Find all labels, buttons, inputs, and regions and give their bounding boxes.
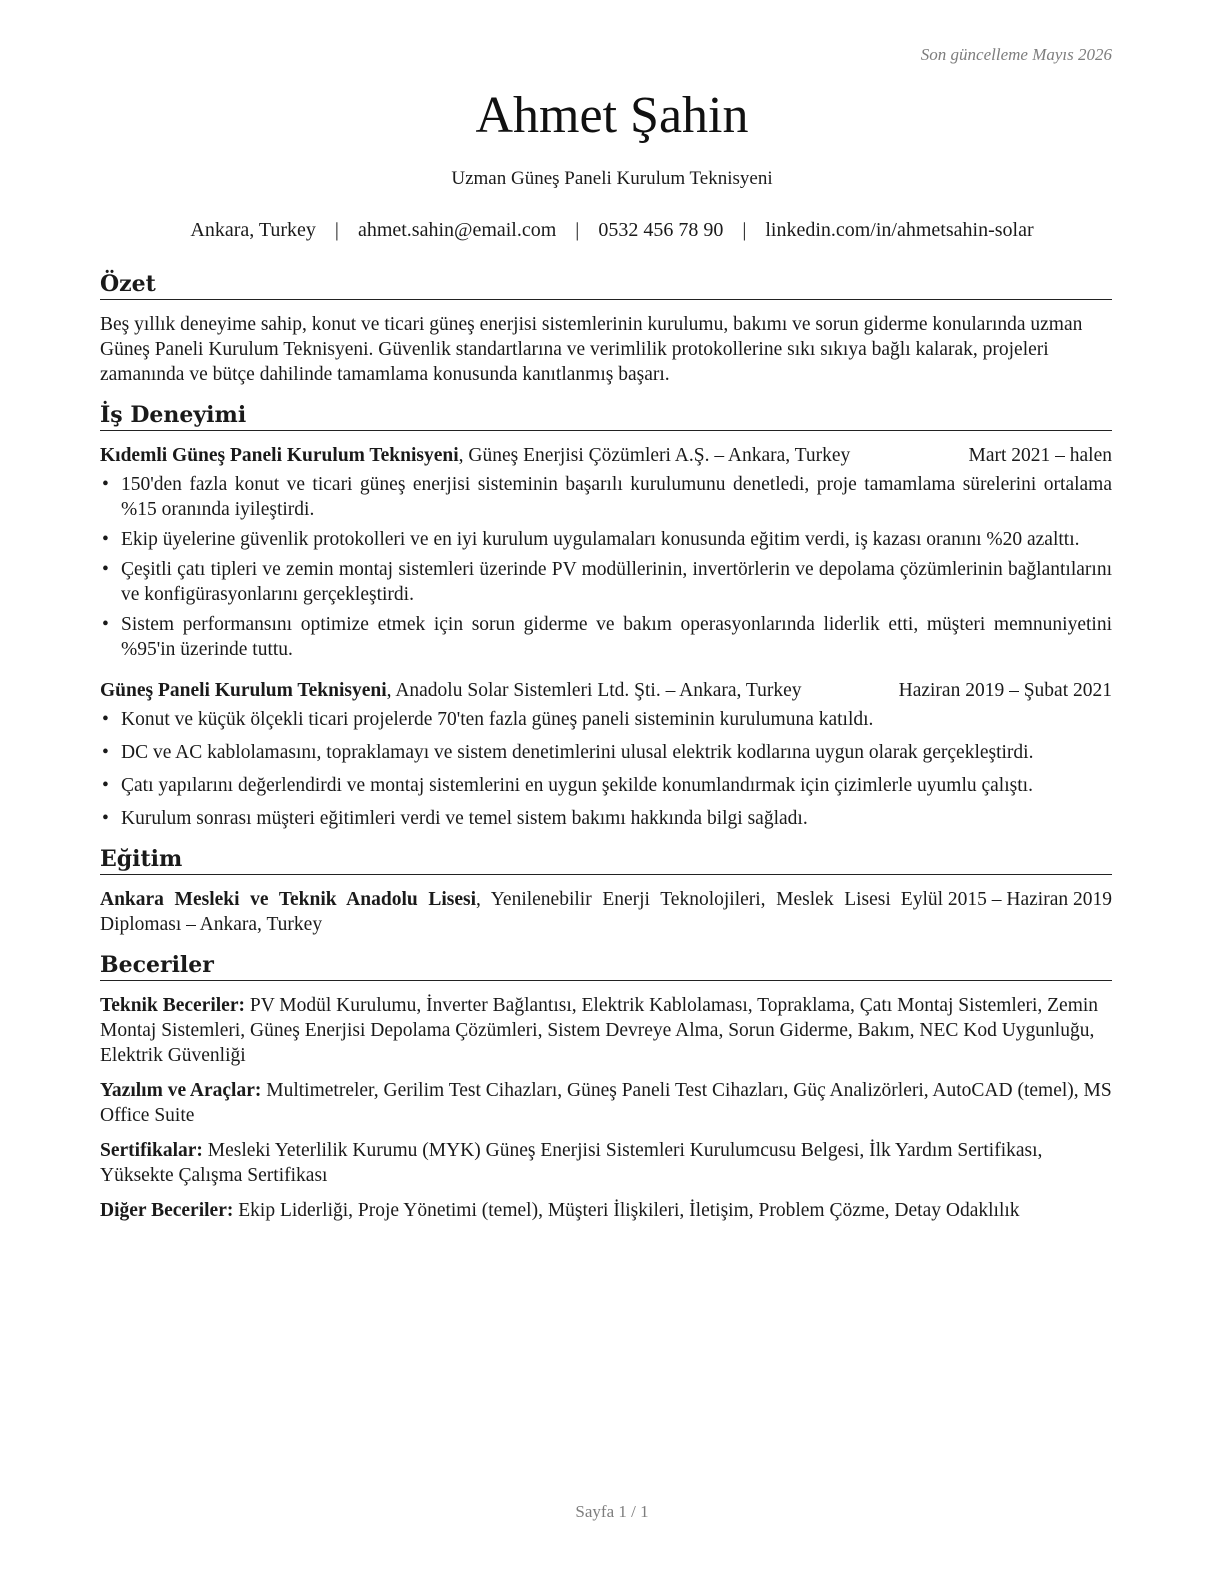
- education-entry: [100, 887, 1112, 937]
- education-line: [100, 887, 901, 937]
- education-section: [100, 845, 1112, 937]
- section-heading-education: Eğitim: [100, 845, 1112, 875]
- education-detail: , Yenilenebilir Enerji Teknolojileri, Meslek Lisesi Diploması – Ankara, Turkey: [100, 889, 891, 935]
- skill-group: [100, 1138, 1112, 1188]
- education-school: Ankara Mesleki ve Teknik Anadolu Lisesi: [100, 889, 477, 910]
- job-role: Güneş Paneli Kurulum Teknisyeni: [100, 680, 387, 701]
- job-entry: [100, 443, 1112, 662]
- job-bullets: [100, 472, 1112, 662]
- job-company: , Güneş Enerjisi Çözümleri A.Ş. – Ankara, Turkey: [458, 445, 851, 466]
- skill-value: Multimetreler, Gerilim Test Cihazları, Güneş Paneli Test Cihazları, Güç Analizörleri, AutoCAD (temel), MS Office Suite: [100, 1080, 1112, 1126]
- skills-section: [100, 951, 1112, 1223]
- list-item: • DC ve AC kablolamasını, topraklamayı ve sistem denetimlerini ulusal elektrik kodlarına uygun olarak gerçekleştirdi.: [100, 740, 1112, 765]
- skill-group: [100, 1198, 1112, 1223]
- job-role: Kıdemli Güneş Paneli Kurulum Teknisyeni: [100, 445, 459, 466]
- job-header: [100, 443, 1112, 468]
- list-item: • Sistem performansını optimize etmek için sorun giderme ve bakım operasyonlarında liderlik etti, müşteri memnuniyetini %95'in üzerinde tuttu.: [100, 612, 1112, 662]
- skill-group: [100, 1078, 1112, 1128]
- candidate-name: Ahmet Şahin: [475, 87, 749, 144]
- contact-phone[interactable]: 0532 456 78 90: [598, 219, 724, 241]
- summary-section: [100, 270, 1112, 387]
- last-updated: Son güncelleme Mayıs 2026: [920, 45, 1112, 64]
- page-number: Sayfa 1 / 1: [575, 1502, 649, 1521]
- skill-value: PV Modül Kurulumu, İnverter Bağlantısı, Elektrik Kablolaması, Topraklama, Çatı Montaj Sistemleri, Zemin Montaj Sistemleri, Güneş Enerjisi Depolama Çözümleri, Sistem Devreye Alma, Sorun Giderme, Bakım, NEC Kod Uygunluğu, Elektrik Güvenliği: [100, 995, 1099, 1066]
- job-dates: Haziran 2019 – Şubat 2021: [898, 680, 1112, 701]
- contact-email[interactable]: ahmet.sahin@email.com: [357, 219, 557, 241]
- contact-separator: |: [742, 219, 747, 241]
- skill-label: Diğer Beceriler:: [100, 1200, 234, 1221]
- summary-text: Beş yıllık deneyime sahip, konut ve ticari güneş enerjisi sistemlerinin kurulumu, bakımı ve sorun giderme konularında uzman Güneş Paneli Kurulum Teknisyeni. Güvenlik standartlarına ve verimlilik protokollerine sıkı sıkıya bağlı kalarak, projeleri zamanında ve bütçe dahilinde tamamlama konusunda kanıtlanmış başarı.: [100, 314, 1083, 385]
- section-heading-skills: Beceriler: [100, 951, 1112, 981]
- list-item: • Çeşitli çatı tipleri ve zemin montaj sistemleri üzerinde PV modüllerinin, invertörlerin ve depolama çözümlerinin bağlantılarını ve konfigürasyonlarını gerçekleştirdi.: [100, 557, 1112, 607]
- list-item: • Kurulum sonrası müşteri eğitimleri verdi ve temel sistem bakımı hakkında bilgi sağladı.: [100, 806, 1112, 831]
- education-dates: Eylül 2015 – Haziran 2019: [900, 889, 1112, 910]
- list-item: • Çatı yapılarını değerlendirdi ve montaj sistemlerini en uygun şekilde konumlandırmak için çizimlerle uyumlu çalıştı.: [100, 773, 1112, 798]
- skill-value: Ekip Liderliği, Proje Yönetimi (temel), Müşteri İlişkileri, İletişim, Problem Çözme, Detay Odaklılık: [238, 1200, 1020, 1221]
- list-item: • Ekip üyelerine güvenlik protokolleri ve en iyi kurulum uygulamaları konusunda eğitim verdi, iş kazası oranını %20 azalttı.: [100, 527, 1112, 552]
- experience-section: [100, 401, 1112, 831]
- skill-value: Mesleki Yeterlilik Kurumu (MYK) Güneş Enerjisi Sistemleri Kurulumcusu Belgesi, İlk Yardım Sertifikası, Yüksekte Çalışma Sertifikası: [100, 1140, 1043, 1186]
- contact-separator: |: [575, 219, 580, 241]
- list-item: • 150'den fazla konut ve ticari güneş enerjisi sisteminin başarılı kurulumunu denetledi, proje tamamlama sürelerini ortalama %15 oranında iyileştirdi.: [100, 472, 1112, 522]
- contact-location: Ankara, Turkey: [190, 219, 316, 241]
- skill-group: [100, 993, 1112, 1068]
- contact-linkedin[interactable]: linkedin.com/in/ahmetsahin-solar: [765, 219, 1034, 241]
- contact-line: [0, 219, 1224, 242]
- job-title-line: [100, 678, 899, 703]
- section-heading-experience: İş Deneyimi: [100, 401, 1112, 431]
- resume-content: [100, 270, 1112, 1223]
- job-entry: [100, 678, 1112, 831]
- job-title-line: [100, 443, 968, 468]
- section-heading-summary: Özet: [100, 270, 1112, 300]
- contact-separator: |: [334, 219, 339, 241]
- job-company: , Anadolu Solar Sistemleri Ltd. Şti. – Ankara, Turkey: [386, 680, 802, 701]
- list-item: • Konut ve küçük ölçekli ticari projelerde 70'ten fazla güneş paneli sisteminin kurulumuna katıldı.: [100, 707, 1112, 732]
- skill-label: Teknik Beceriler:: [100, 995, 245, 1016]
- skill-label: Sertifikalar:: [100, 1140, 203, 1161]
- job-header: [100, 678, 1112, 703]
- candidate-title: Uzman Güneş Paneli Kurulum Teknisyeni: [451, 168, 773, 189]
- skill-label: Yazılım ve Araçlar:: [100, 1080, 262, 1101]
- job-bullets: [100, 707, 1112, 831]
- job-dates: Mart 2021 – halen: [968, 445, 1112, 466]
